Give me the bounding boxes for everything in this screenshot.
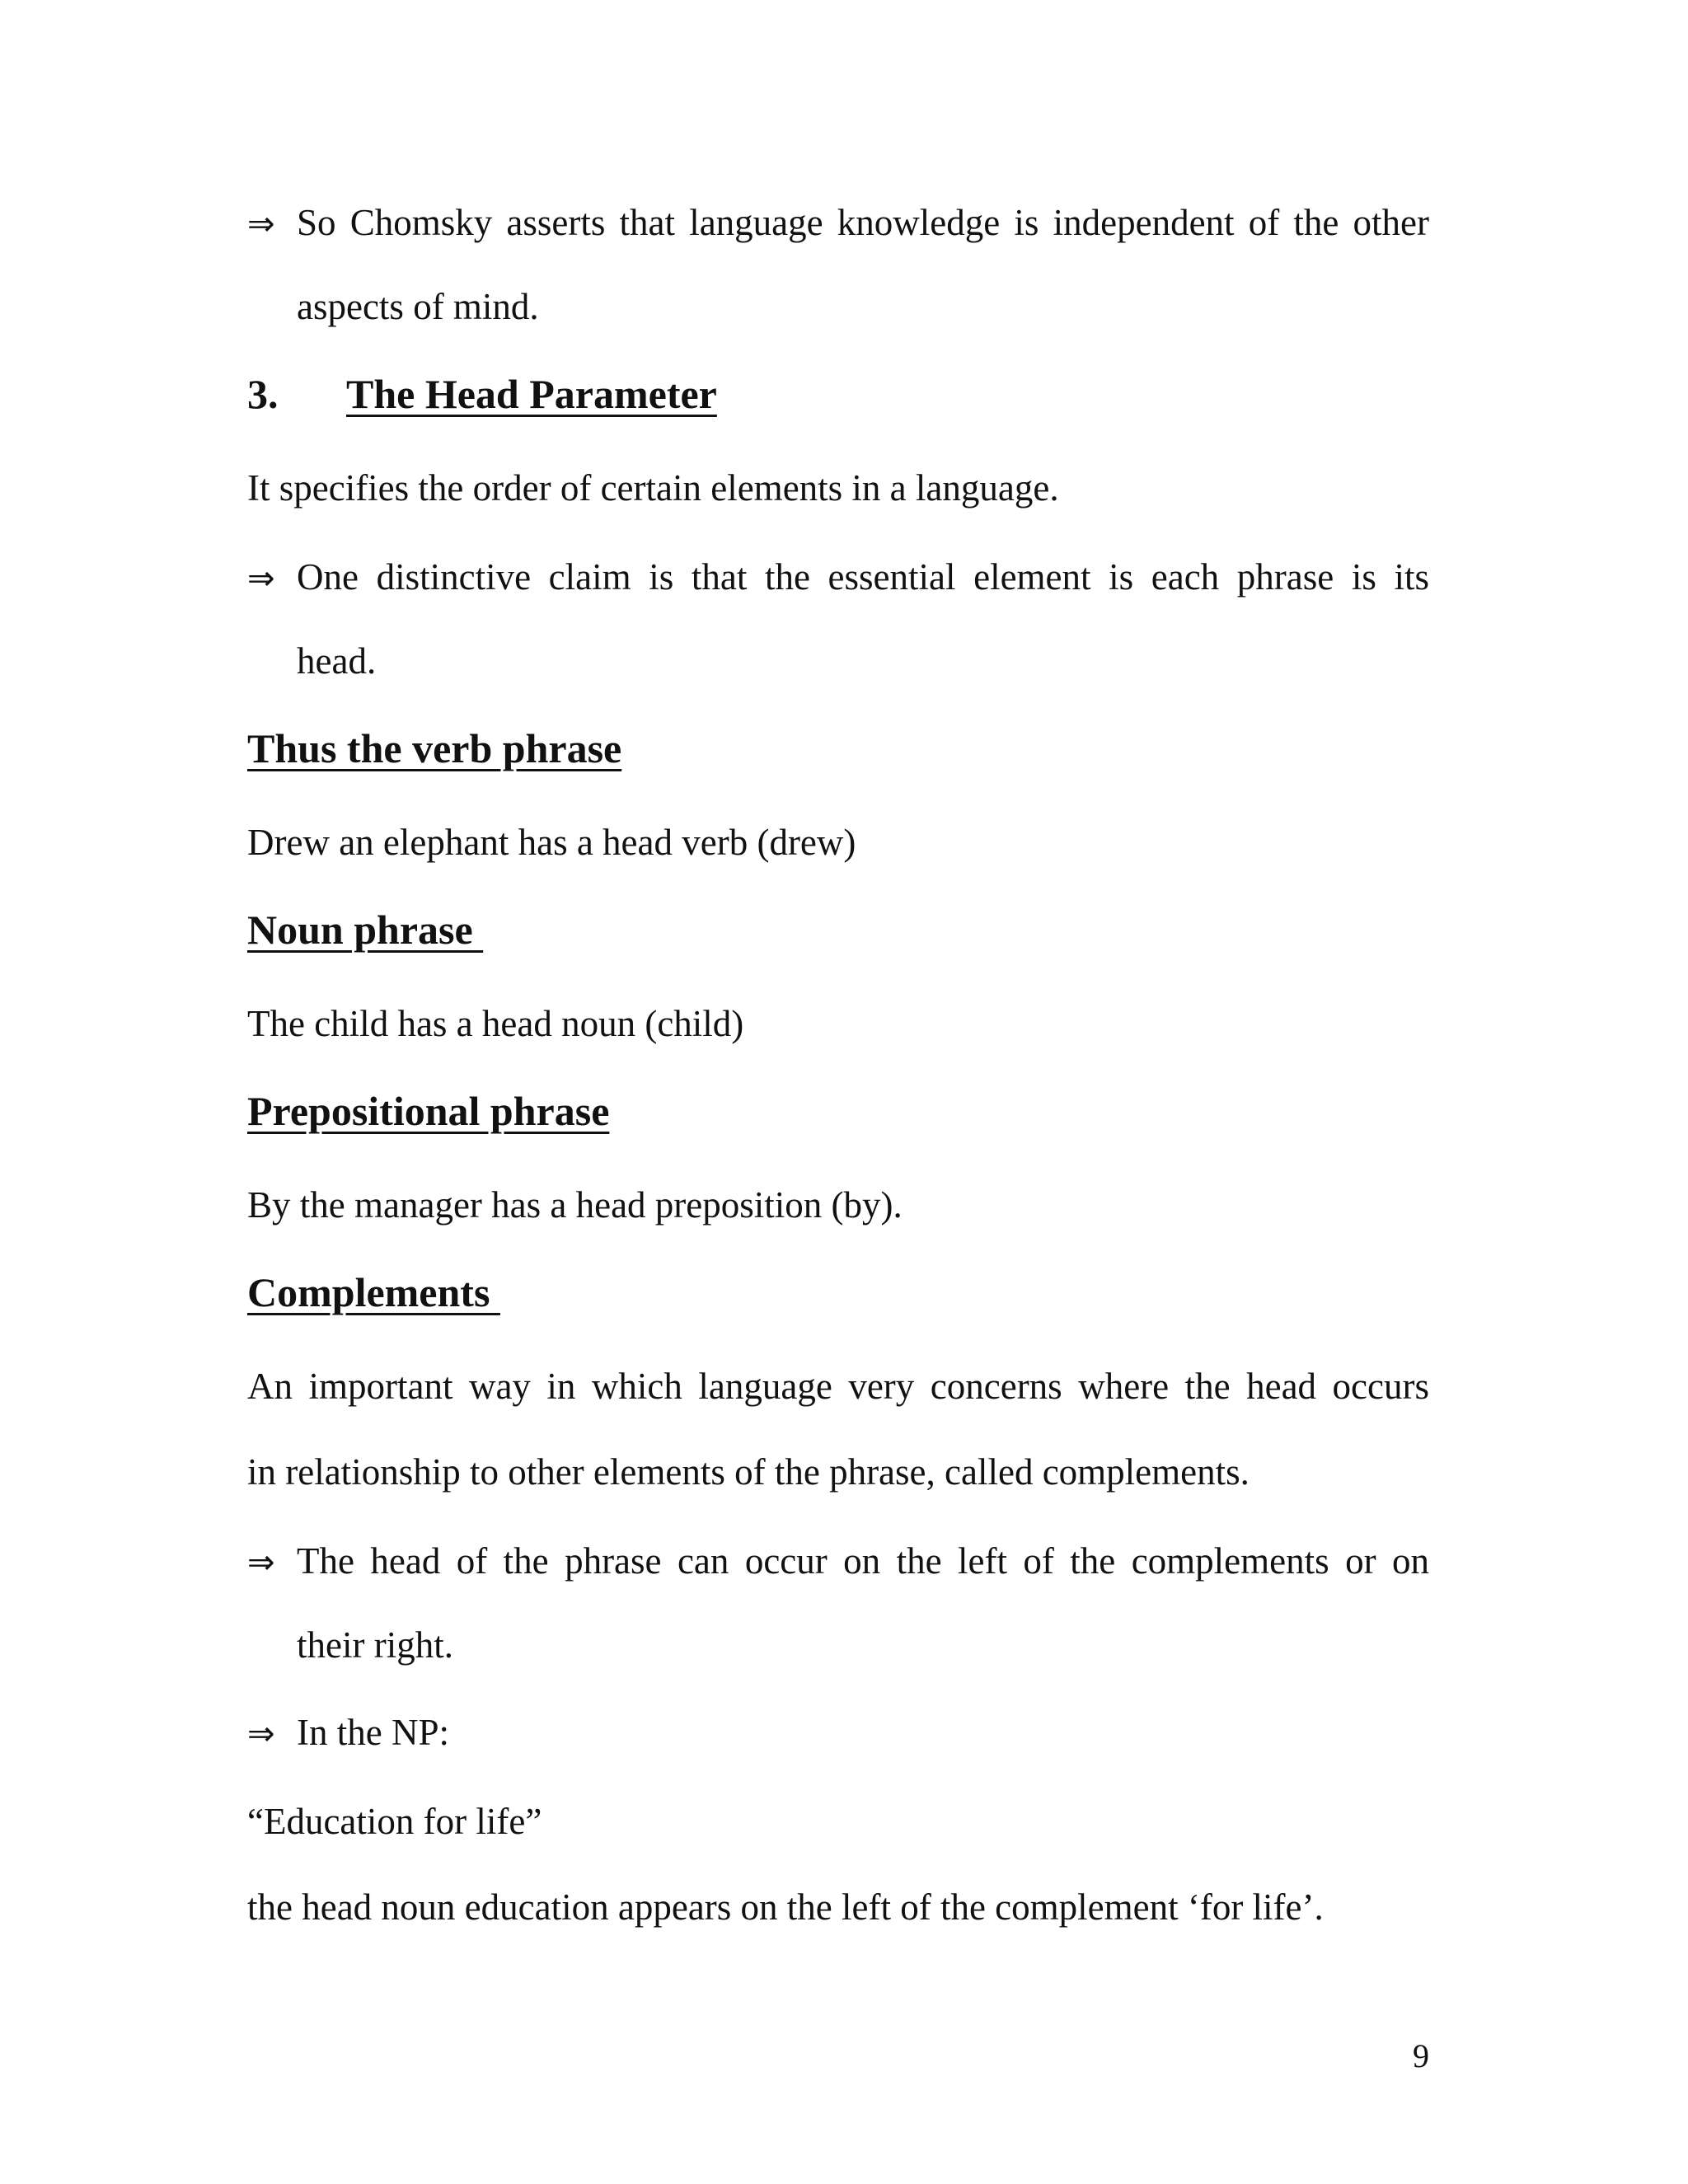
section-title: The Head Parameter [346,371,717,417]
implies-arrow-icon: ⇒ [247,1544,275,1582]
bullet-line [247,198,1429,249]
paragraph-text: One distinctive claim is that the essential element is each phrase is its [297,556,1429,598]
section-number: 3. [247,371,279,417]
subheading-prepositional-phrase: Prepositional phrase [247,1088,610,1134]
implies-arrow-icon: ⇒ [247,560,275,598]
implies-arrow-icon: ⇒ [247,205,275,243]
section-heading [247,368,717,420]
bullet-line [247,552,1429,603]
paragraph-text: So Chomsky asserts that language knowledge is independent of the other [297,202,1429,243]
paragraph: The child has a head noun (child) [247,1003,744,1044]
paragraph: It specifies the order of certain elements in a language. [247,467,1059,509]
bullet-line [247,1708,1429,1759]
paragraph: An important way in which language very concerns where the head occurs [247,1366,1429,1407]
subheading-noun-phrase: Noun phrase [247,907,484,953]
paragraph-continuation: their right. [297,1624,453,1666]
paragraph-text: The head of the phrase can occur on the left of the complements or on [297,1540,1429,1582]
page-number: 9 [1413,2037,1429,2074]
subheading-verb-phrase: Thus the verb phrase [247,725,622,771]
paragraph-continuation: head. [297,640,377,682]
paragraph: By the manager has a head preposition (by). [247,1184,903,1226]
quote-line: “Education for life” [247,1801,542,1842]
bullet-line [247,1536,1429,1587]
paragraph-text: In the NP: [297,1712,449,1753]
paragraph-continuation: aspects of mind. [297,286,539,327]
paragraph: Drew an elephant has a head verb (drew) [247,822,856,863]
paragraph-continuation: in relationship to other elements of the phrase, called complements. [247,1451,1250,1493]
implies-arrow-icon: ⇒ [247,1715,275,1753]
subheading-complements: Complements [247,1269,500,1315]
paragraph: the head noun education appears on the left of the complement ‘for life’. [247,1886,1324,1928]
